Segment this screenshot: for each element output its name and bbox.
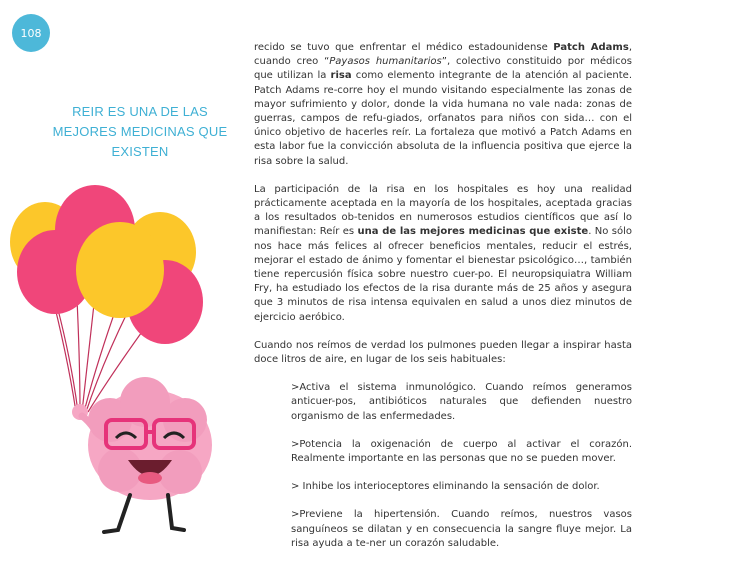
paragraph-3: Cuando nos reímos de verdad los pulmones pueden llegar a inspirar hasta doce litros de aire, en lugar de los seis habituales:	[254, 339, 632, 366]
section-heading: REIR ES UNA DE LAS MEJORES MEDICINAS QUE EXISTEN	[52, 104, 228, 159]
brain-balloons-illustration	[0, 180, 220, 560]
list-item: > Inhibe los interioceptores eliminando la sensación de dolor.	[291, 481, 600, 493]
list-item: >Potencia la oxigenación de cuerpo al activar el corazón. Realmente importante en las personas que no se pueden mover.	[291, 438, 632, 465]
brain-character	[82, 377, 212, 532]
page-number: 108	[20, 26, 42, 40]
page-number-badge	[12, 14, 50, 52]
paragraph-2: La participación de la risa en los hospitales es hoy una realidad prácticamente aceptada en la mayoría de los hospitales, aceptada gracias a los resultados ob-tenidos en numerosos estudios científicos que así lo manifiestan: Reír es una de las mejores medicinas que existe. No sólo nos hace más felices al ofrecer beneficios mentales, reducir el estrés, mejorar el estado de ánimo y fomentar el bienestar psicológico…, también tiene repercusión física sobre nuestro cuer-po. El neuropsiquiatra William Fry, ha estudiado los efectos de la risa durante más de 25 años y asegura que 3 minutos de risa intensa equivalen en salud a unos diez minutos de ejercicio aeróbico.	[254, 183, 633, 323]
list-item: >Activa el sistema inmunológico. Cuando reímos generamos anticuer-pos, antibióticos naturales que defienden nuestro organismo de las enfermedades.	[291, 382, 632, 422]
article-body	[254, 41, 632, 565]
balloons	[10, 185, 203, 344]
list-item: >Previene la hipertensión. Cuando reímos, nuestros vasos sanguíneos se dilatan y en consecuencia la sangre fluye mejor. La risa ayuda a te-ner un corazón saludable.	[291, 509, 632, 549]
paragraph-1: recido se tuvo que enfrentar el médico estadounidense Patch Adams, cuando creo “Payasos humanitarios”, colectivo constituido por médicos que utilizan la risa como elemento integrante de la atención al paciente. Patch Adams re-corre hoy el mundo visitando especialmente las zonas de mayor sufrimiento y dolor, donde la vida humana no vale nada: zonas de guerras, campos de refu-giados, orfanatos para niños con sida… con el único objetivo de hacerles reír. La fortaleza que motivó a Patch Adams en esta labor fue la convicción absoluta de la influencia positiva que ejerce la risa sobre la salud.	[254, 42, 632, 167]
